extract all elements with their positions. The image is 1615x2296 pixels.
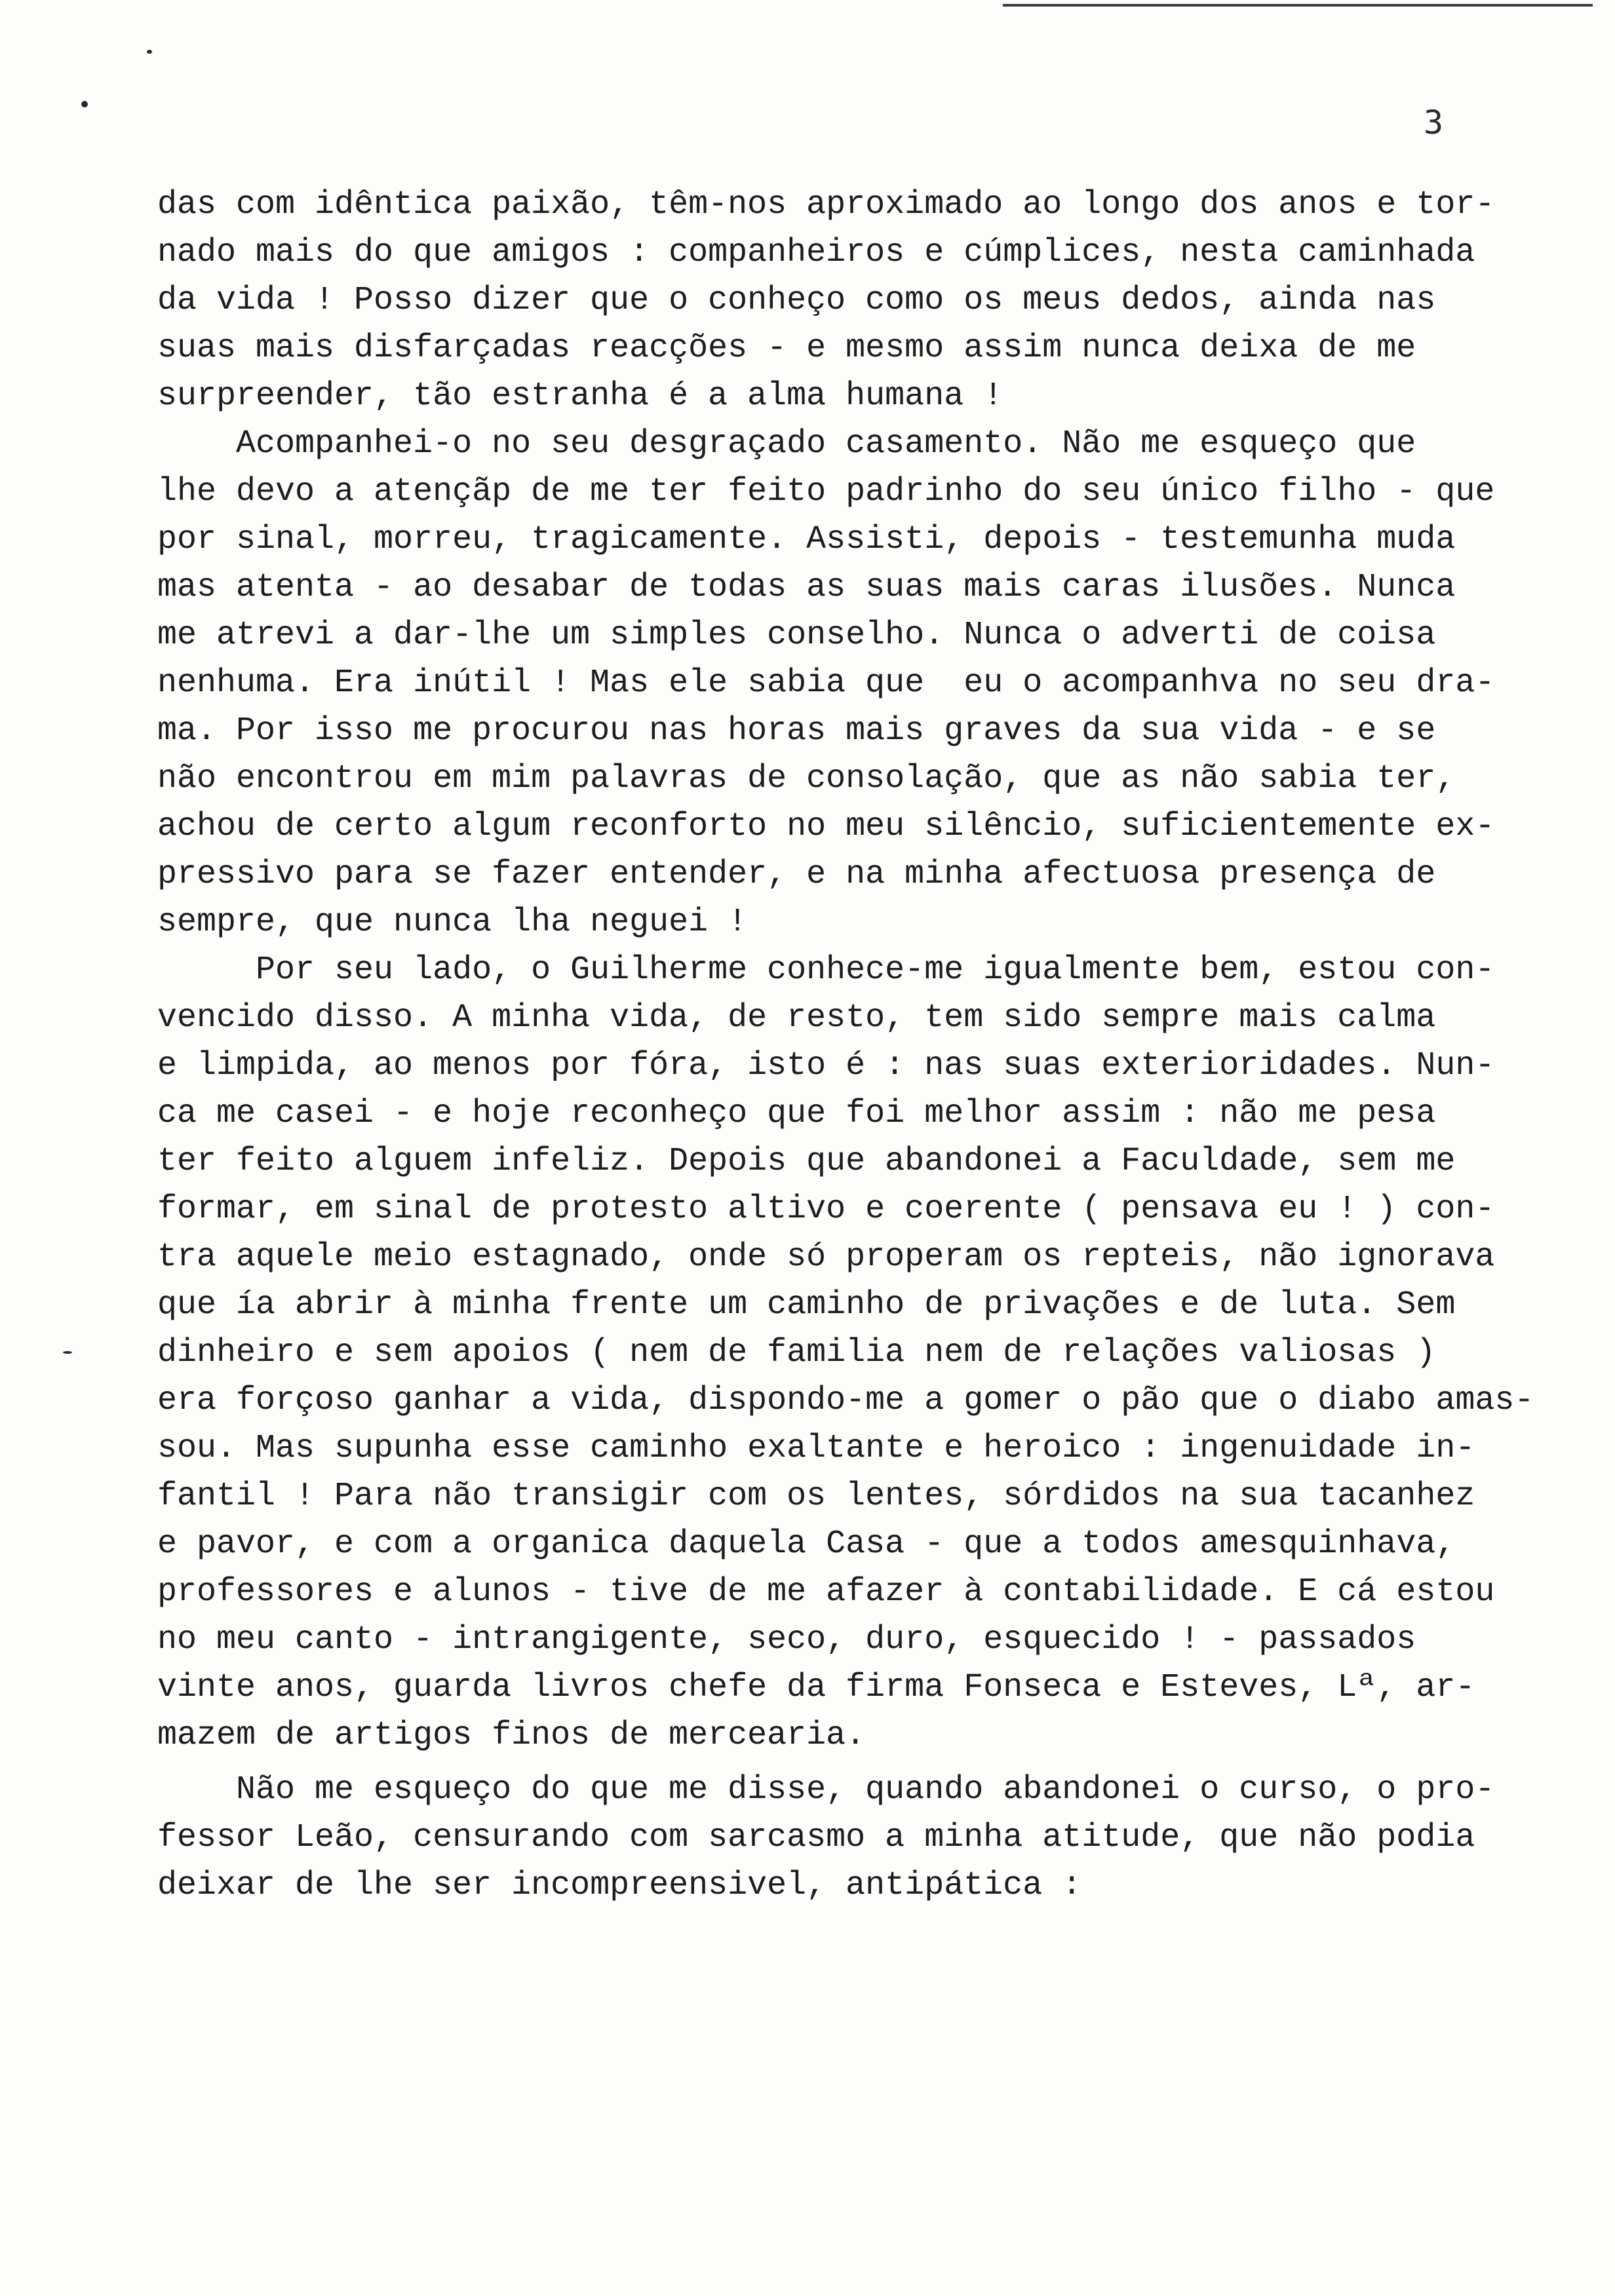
text-line: era forçoso ganhar a vida, dispondo-me a gomer o pão que o diabo amas- <box>157 1382 1534 1419</box>
text-line: nenhuma. Era inútil ! Mas ele sabia que eu o acompanhva no seu dra- <box>157 664 1495 702</box>
top-edge-rule <box>1003 4 1593 7</box>
text-line: suas mais disfarçadas reacções - e mesmo assim nunca deixa de me <box>157 330 1416 367</box>
text-line: não encontrou em mim palavras de consolação, que as não sabia ter, <box>157 760 1456 797</box>
body-text <box>157 181 1580 1909</box>
text-line: que ía abrir à minha frente um caminho de privações e de luta. Sem <box>157 1286 1456 1324</box>
text-line: dinheiro e sem apoios ( nem de familia nem de relações valiosas ) <box>157 1334 1436 1371</box>
text-line: achou de certo algum reconforto no meu silêncio, suficientemente ex- <box>157 808 1495 845</box>
text-line: sempre, que nunca lha neguei ! <box>157 904 748 941</box>
paragraph-gap <box>157 1759 1580 1766</box>
text-line: nado mais do que amigos : companheiros e cúmplices, nesta caminhada <box>157 234 1475 271</box>
text-line: por sinal, morreu, tragicamente. Assisti, depois - testemunha muda <box>157 521 1456 558</box>
text-line: Por seu lado, o Guilherme conhece-me igualmente bem, estou con- <box>157 951 1495 989</box>
text-line: ma. Por isso me procurou nas horas mais graves da sua vida - e se <box>157 712 1436 750</box>
paragraph <box>157 181 1580 420</box>
text-line: surpreender, tão estranha é a alma humana ! <box>157 377 1003 415</box>
paper-speck <box>63 1351 72 1354</box>
text-line: das com idêntica paixão, têm-nos aproximado ao longo dos anos e tor- <box>157 186 1495 223</box>
text-line: vencido disso. A minha vida, de resto, tem sido sempre mais calma <box>157 999 1436 1037</box>
text-line: mas atenta - ao desabar de todas as suas mais caras ilusões. Nunca <box>157 569 1456 606</box>
text-line: tra aquele meio estagnado, onde só properam os repteis, não ignorava <box>157 1238 1495 1276</box>
text-line: fessor Leão, censurando com sarcasmo a minha atitude, que não podia <box>157 1819 1475 1856</box>
page-number: 3 <box>1424 104 1444 142</box>
text-line: professores e alunos - tive de me afazer à contabilidade. E cá estou <box>157 1573 1495 1611</box>
paper-speck <box>81 101 88 107</box>
text-line: pressivo para se fazer entender, e na minha afectuosa presença de <box>157 856 1436 893</box>
text-line: mazem de artigos finos de mercearia. <box>157 1717 866 1754</box>
text-line: lhe devo a atençãp de me ter feito padrinho do seu único filho - que <box>157 473 1495 510</box>
text-line: e limpida, ao menos por fóra, isto é : nas suas exterioridades. Nun- <box>157 1047 1495 1084</box>
paragraph <box>157 1766 1580 1909</box>
text-line: deixar de lhe ser incompreensivel, antipática : <box>157 1867 1082 1904</box>
text-line: no meu canto - intrangigente, seco, duro, esquecido ! - passados <box>157 1621 1416 1658</box>
text-line: Acompanhei-o no seu desgraçado casamento. Não me esqueço que <box>157 425 1416 463</box>
text-line: da vida ! Posso dizer que o conheço como os meus dedos, ainda nas <box>157 282 1436 319</box>
text-line: me atrevi a dar-lhe um simples conselho. Nunca o adverti de coisa <box>157 617 1436 654</box>
paragraph <box>157 946 1580 1759</box>
paper-speck <box>147 50 152 54</box>
text-line: ca me casei - e hoje reconheço que foi melhor assim : não me pesa <box>157 1095 1436 1132</box>
text-line: sou. Mas supunha esse caminho exaltante e heroico : ingenuidade in- <box>157 1430 1475 1467</box>
text-line: e pavor, e com a organica daquela Casa - que a todos amesquinhava, <box>157 1525 1456 1563</box>
text-line: vinte anos, guarda livros chefe da firma Fonseca e Esteves, Lª, ar- <box>157 1669 1475 1706</box>
paragraph <box>157 420 1580 946</box>
text-line: fantil ! Para não transigir com os lentes, sórdidos na sua tacanhez <box>157 1478 1475 1515</box>
text-line: formar, em sinal de protesto altivo e coerente ( pensava eu ! ) con- <box>157 1191 1495 1228</box>
text-line: ter feito alguem infeliz. Depois que abandonei a Faculdade, sem me <box>157 1143 1456 1180</box>
text-line: Não me esqueço do que me disse, quando abandonei o curso, o pro- <box>157 1771 1495 1808</box>
